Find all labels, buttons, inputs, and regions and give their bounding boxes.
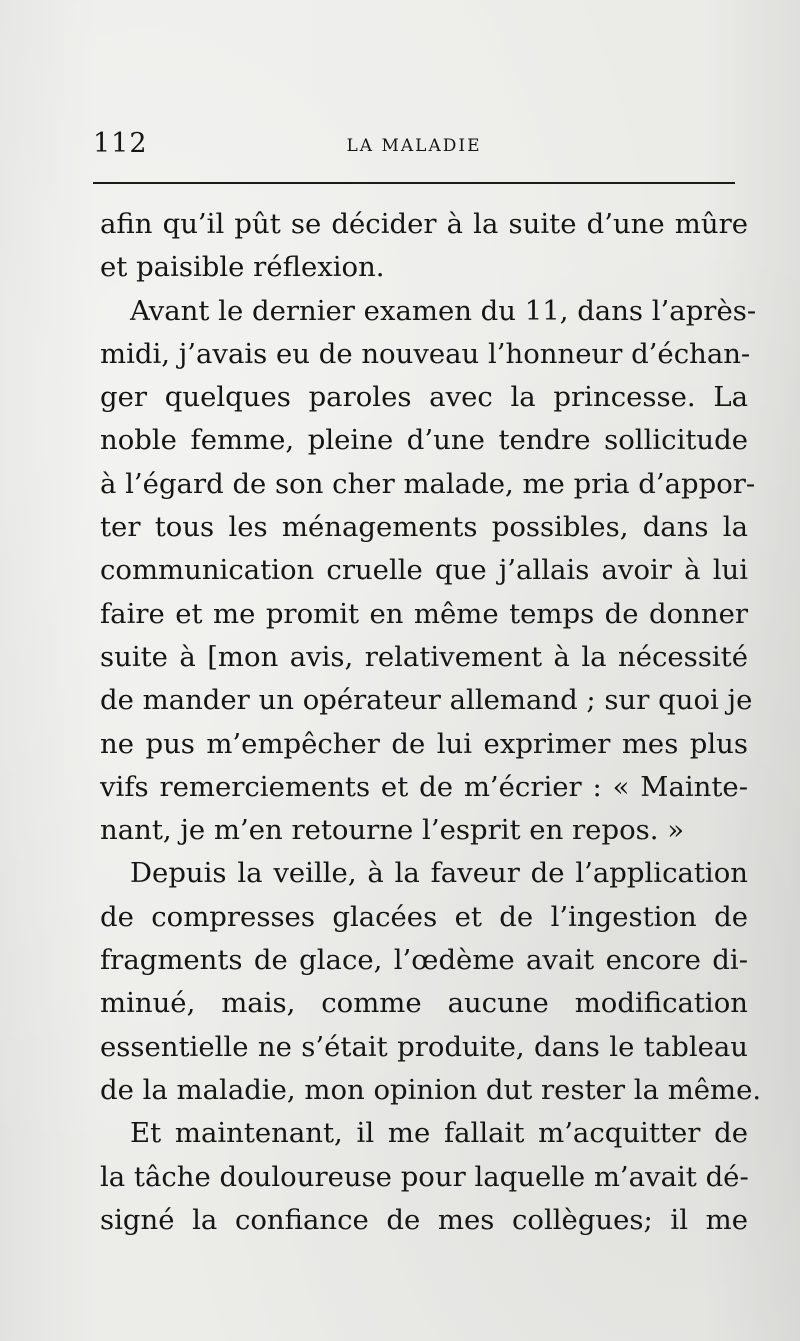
text-line: ger quelques paroles avec la princesse. La <box>100 381 748 414</box>
text-line: communication cruelle que j’allais avoir à lui <box>100 554 748 587</box>
text-line: Depuis la veille, à la faveur de l’application <box>130 857 748 890</box>
text-line: Et maintenant, il me fallait m’acquitter de <box>130 1117 748 1150</box>
text-line: signé la confiance de mes collègues; il me <box>100 1203 748 1236</box>
header-rule <box>93 182 735 184</box>
text-line: et paisible réflexion. <box>100 251 385 284</box>
text-line: suite à [mon avis, relativement à la nécessité <box>100 640 748 673</box>
page-header <box>93 128 735 168</box>
text-line: vifs remerciements et de m’écrier : « Mainte- <box>100 770 748 803</box>
text-line: noble femme, pleine d’une tendre sollicitude <box>100 424 748 457</box>
text-line: midi, j’avais eu de nouveau l’honneur d’échan- <box>100 337 751 370</box>
page-number: 112 <box>93 128 148 159</box>
text-line: minué, mais, comme aucune modification <box>100 987 748 1020</box>
text-line: à l’égard de son cher malade, me pria d’appor- <box>100 467 756 500</box>
text-line: essentielle ne s’était produite, dans le tableau <box>100 1030 748 1063</box>
text-line: la tâche douloureuse pour laquelle m’avait dé- <box>100 1160 749 1193</box>
text-line: ter tous les ménagements possibles, dans la <box>100 511 748 544</box>
text-line: de compresses glacées et de l’ingestion de <box>100 900 748 933</box>
body-text <box>100 203 762 1242</box>
text-line: faire et me promit en même temps de donner <box>100 597 748 630</box>
text-line: de la maladie, mon opinion dut rester la même. <box>100 1073 762 1106</box>
text-line: nant, je m’en retourne l’esprit en repos. » <box>100 814 685 847</box>
text-line: de mander un opérateur allemand ; sur quoi je <box>100 684 753 717</box>
text-line: ne pus m’empêcher de lui exprimer mes plus <box>100 727 748 760</box>
text-line: Avant le dernier examen du 11, dans l’après- <box>130 294 757 327</box>
text-line: afin qu’il pût se décider à la suite d’une mûre <box>100 208 748 240</box>
running-title: LA MALADIE <box>346 136 482 156</box>
text-line: fragments de glace, l’œdème avait encore di- <box>100 944 748 977</box>
